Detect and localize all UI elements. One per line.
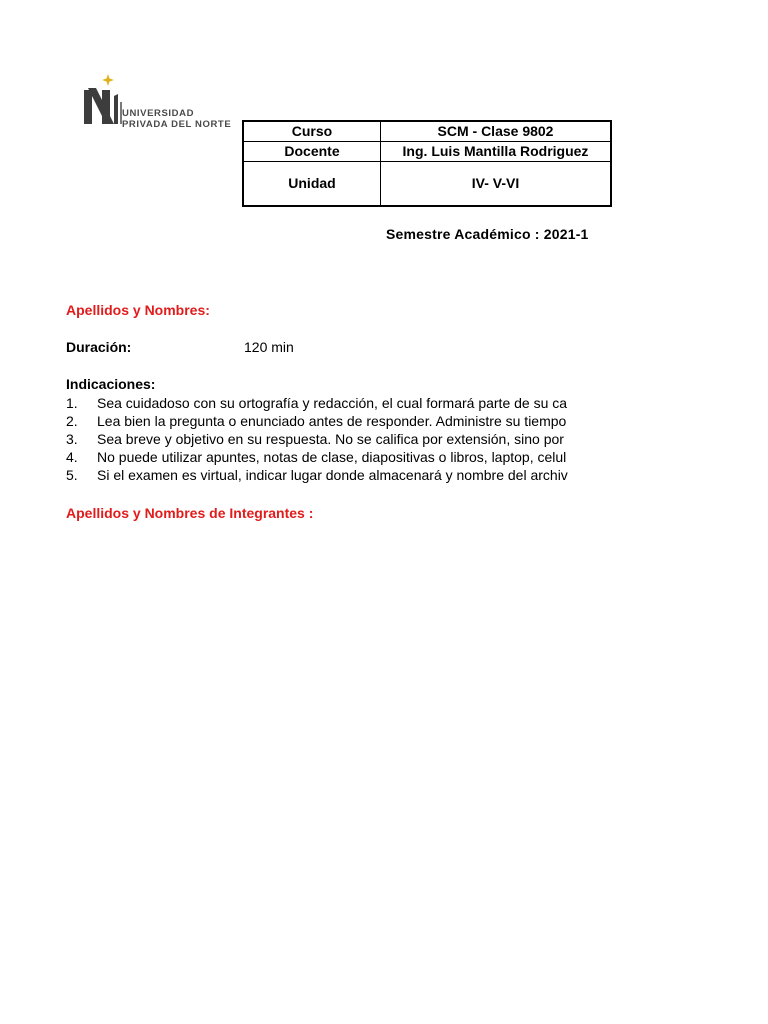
list-item-number: 3.: [66, 431, 78, 447]
list-item-number: 4.: [66, 449, 78, 465]
university-name: [122, 108, 231, 130]
list-item: [66, 412, 618, 430]
docente-label: Docente: [243, 141, 381, 161]
list-item-number: 1.: [66, 395, 78, 411]
indicaciones-title: Indicaciones:: [66, 376, 156, 392]
list-item-number: 2.: [66, 413, 78, 429]
apellidos-nombres-label: Apellidos y Nombres:: [66, 302, 210, 318]
university-name-line1: UNIVERSIDAD: [122, 108, 195, 119]
indicaciones-list: [66, 394, 618, 484]
curso-value: SCM - Clase 9802: [381, 121, 612, 141]
duracion-value: 120 min: [244, 339, 294, 355]
university-name-line2: PRIVADA DEL NORTE: [122, 119, 232, 130]
list-item: [66, 430, 618, 448]
list-item: [66, 448, 618, 466]
table-row-docente: [243, 141, 611, 161]
table-row-curso: [243, 121, 611, 141]
list-item-number: 5.: [66, 467, 78, 483]
list-item: [66, 466, 618, 484]
course-info-table: [242, 120, 612, 207]
list-item-text: No puede utilizar apuntes, notas de clase, diapositivas o libros, laptop, celul: [97, 449, 567, 465]
list-item-text: Si el examen es virtual, indicar lugar donde almacenará y nombre del archiv: [97, 467, 568, 483]
list-item-text: Sea breve y objetivo en su respuesta. No se califica por extensión, sino por: [97, 431, 564, 447]
table-row-unidad: [243, 161, 611, 206]
curso-label: Curso: [243, 121, 381, 141]
unidad-value: IV- V-VI: [381, 161, 612, 206]
list-item-text: Lea bien la pregunta o enunciado antes de responder. Administre su tiempo: [97, 413, 567, 429]
semestre-academico: Semestre Académico : 2021-1: [386, 226, 589, 242]
list-item-text: Sea cuidadoso con su ortografía y redacción, el cual formará parte de su ca: [97, 395, 568, 411]
duracion-label: Duración:: [66, 339, 132, 355]
integrantes-label: Apellidos y Nombres de Integrantes :: [66, 505, 314, 521]
unidad-label: Unidad: [243, 161, 381, 206]
docente-value: Ing. Luis Mantilla Rodriguez: [381, 141, 612, 161]
list-item: [66, 394, 618, 412]
